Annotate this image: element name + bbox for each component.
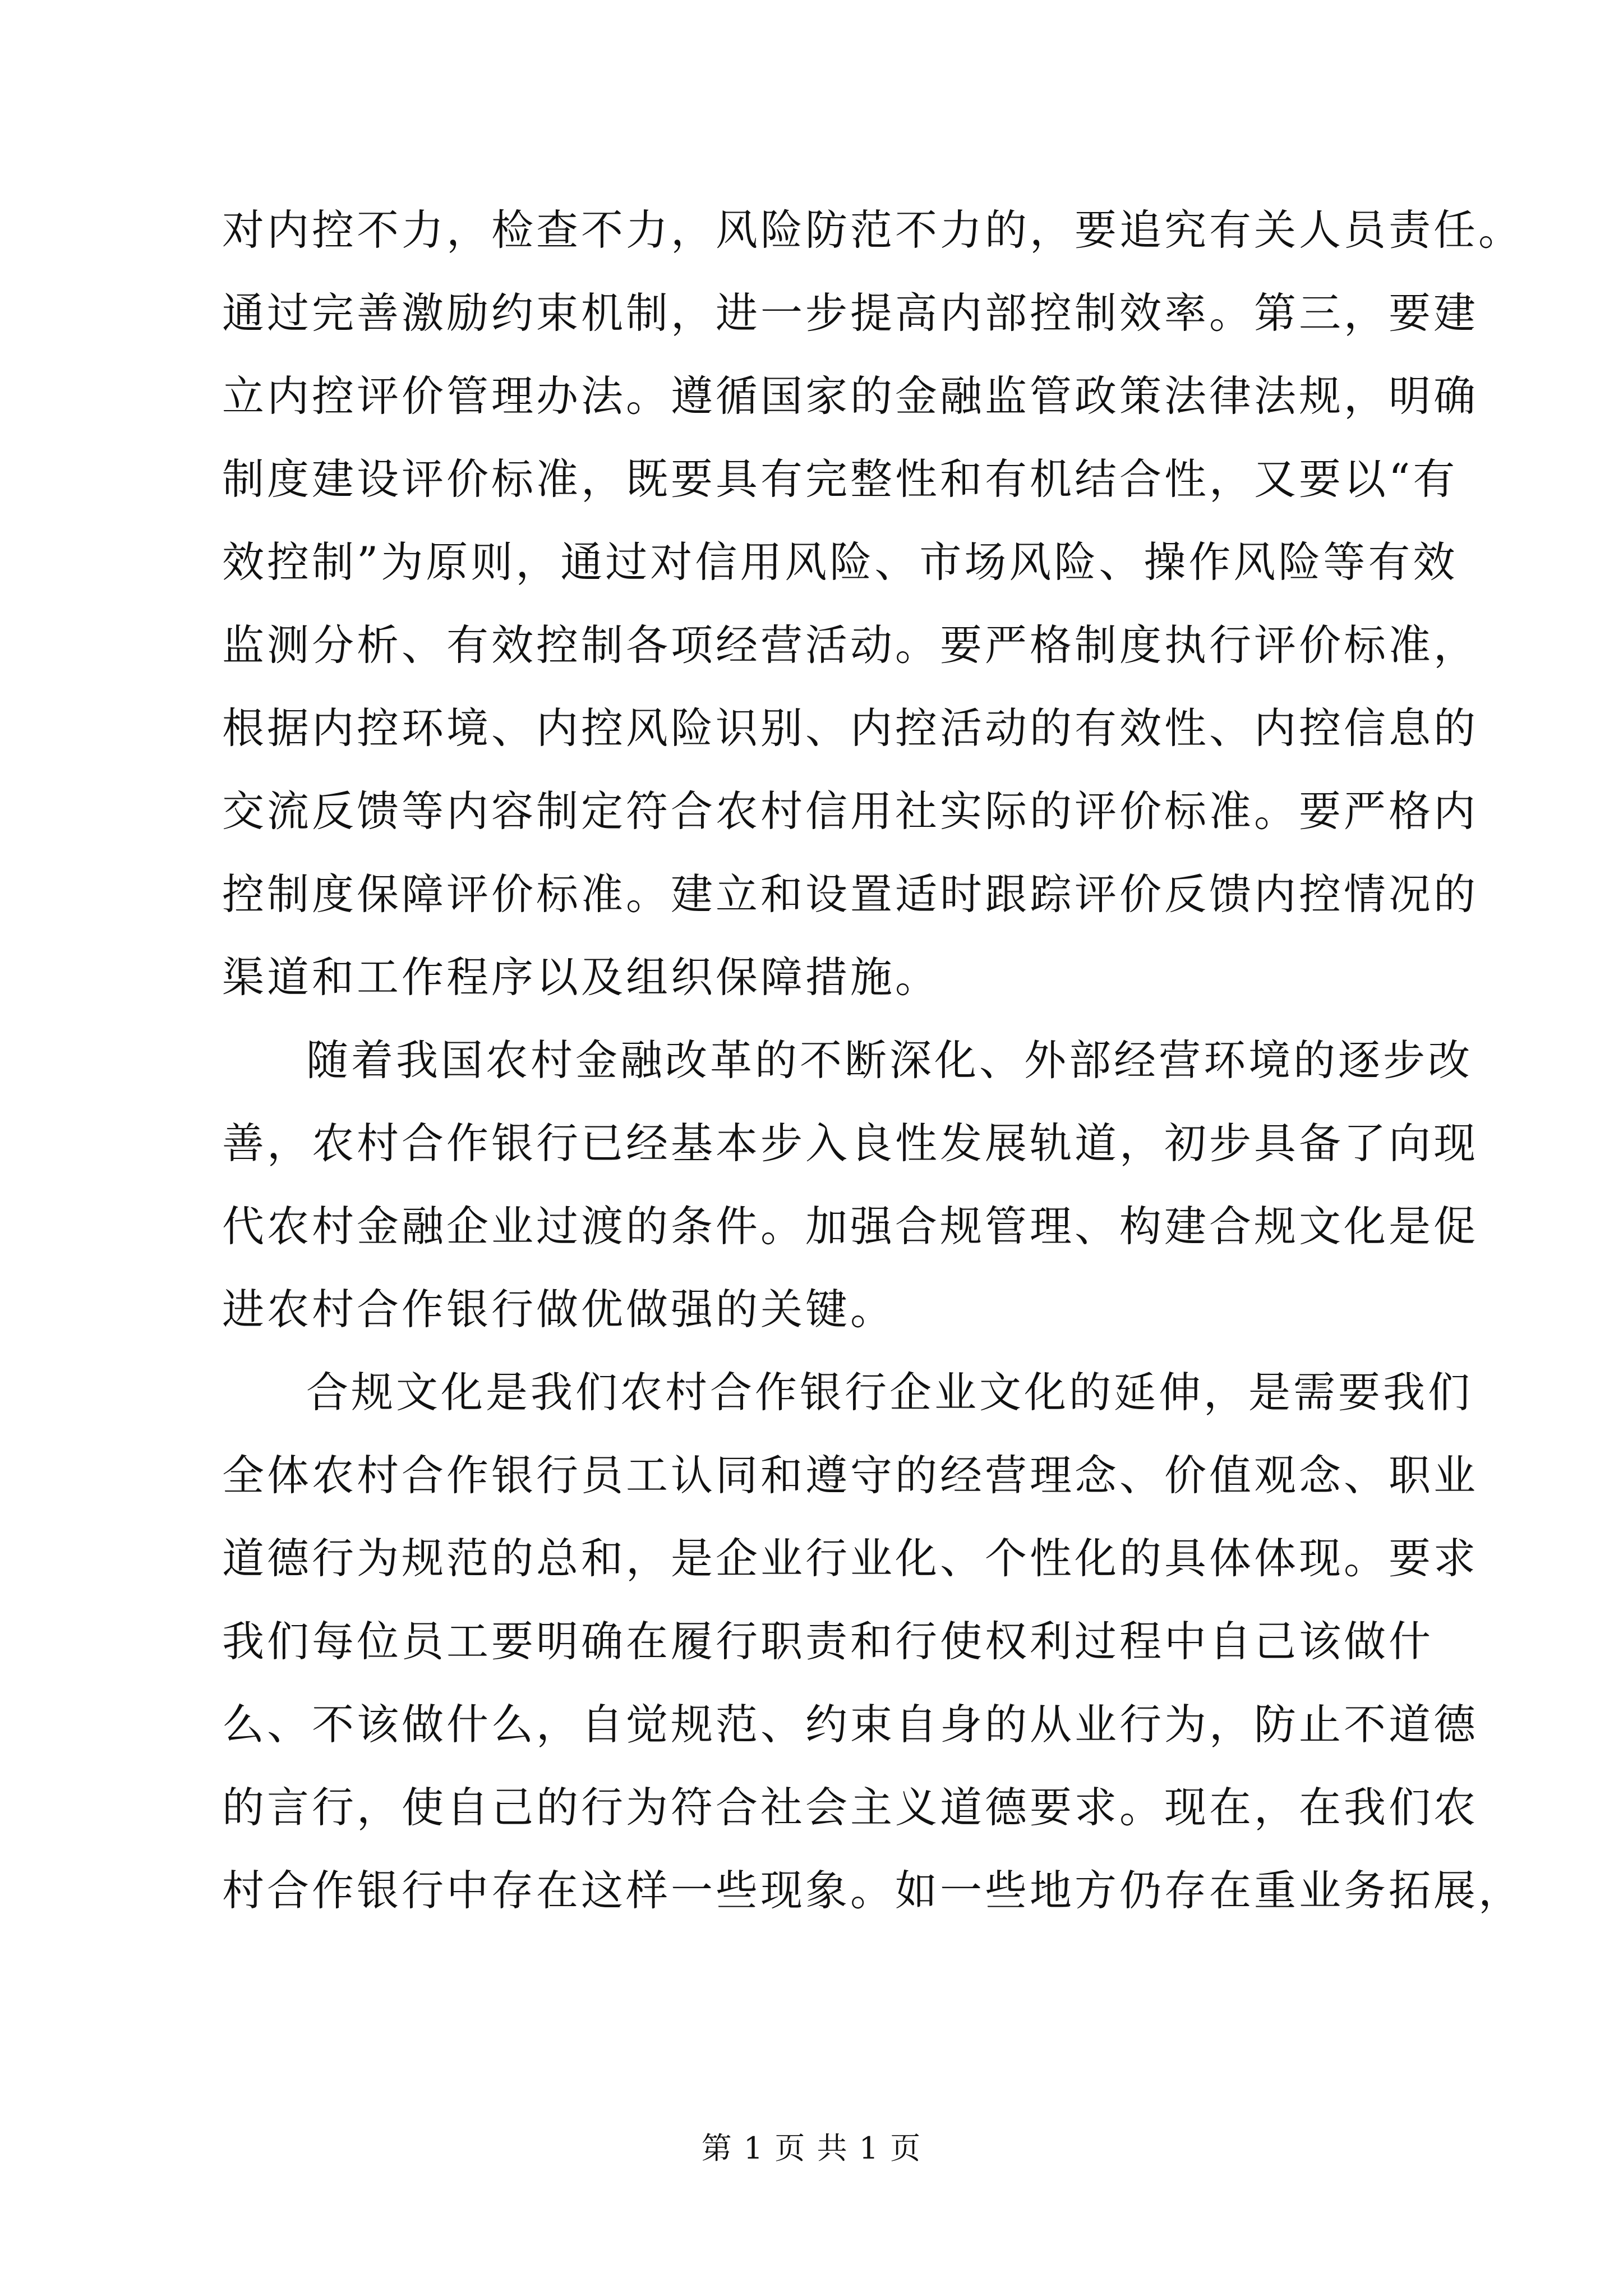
text-line: 进农村合作银行做优做强的关键。 [222,1285,896,1334]
text-line: 村合作银行中存在这样一些现象。如一些地方仍存在重业务拓展， [222,1866,1524,1915]
text-line: 道德行为规范的总和，是企业行业化、个性化的具体体现。要求 [222,1534,1479,1583]
text-line: 监测分析、有效控制各项经营活动。要严格制度执行评价标准， [222,620,1479,670]
text-line: 立内控评价管理办法。遵循国家的金融监管政策法律法规，明确 [222,371,1479,421]
text-line: 的言行，使自己的行为符合社会主义道德要求。现在，在我们农 [222,1783,1479,1832]
text-line: 善，农村合作银行已经基本步入良性发展轨道，初步具备了向现 [222,1119,1479,1168]
text-line: 渠道和工作程序以及组织保障措施。 [222,953,940,1002]
text-line: 代农村金融企业过渡的条件。加强合规管理、构建合规文化是促 [222,1202,1479,1251]
text-line: 全体农村合作银行员工认同和遵守的经营理念、价值观念、职业 [222,1451,1479,1500]
text-line: 合规文化是我们农村合作银行企业文化的延伸，是需要我们 [306,1368,1473,1417]
paragraph [222,1032,1479,1364]
paragraph [222,1364,1524,1945]
text-line: 效控制”为原则，通过对信用风险、市场风险、操作风险等有效 [222,537,1458,587]
text-line: 么、不该做什么，自觉规范、约束自身的从业行为，防止不道德 [222,1700,1479,1749]
page-number-indicator: 第 1 页 共 1 页 [701,2131,922,2166]
text-line: 交流反馈等内容制定符合农村信用社实际的评价标准。要严格内 [222,786,1479,836]
text-line: 制度建设评价标准，既要具有完整性和有机结合性，又要以“有 [222,454,1458,504]
document-body [222,202,1524,1945]
text-line: 随着我国农村金融改革的不断深化、外部经营环境的逐步改 [306,1036,1473,1085]
text-line: 对内控不力，检查不力，风险防范不力的，要追究有关人员责任。 [222,205,1524,255]
text-line: 控制度保障评价标准。建立和设置适时跟踪评价反馈内控情况的 [222,869,1479,919]
text-line: 通过完善激励约束机制，进一步提高内部控制效率。第三，要建 [222,288,1479,338]
text-line: 我们每位员工要明确在履行职责和行使权利过程中自己该做什 [222,1617,1434,1666]
page-footer [0,2132,1623,2165]
paragraph [222,202,1524,1032]
text-line: 根据内控环境、内控风险识别、内控活动的有效性、内控信息的 [222,703,1479,753]
